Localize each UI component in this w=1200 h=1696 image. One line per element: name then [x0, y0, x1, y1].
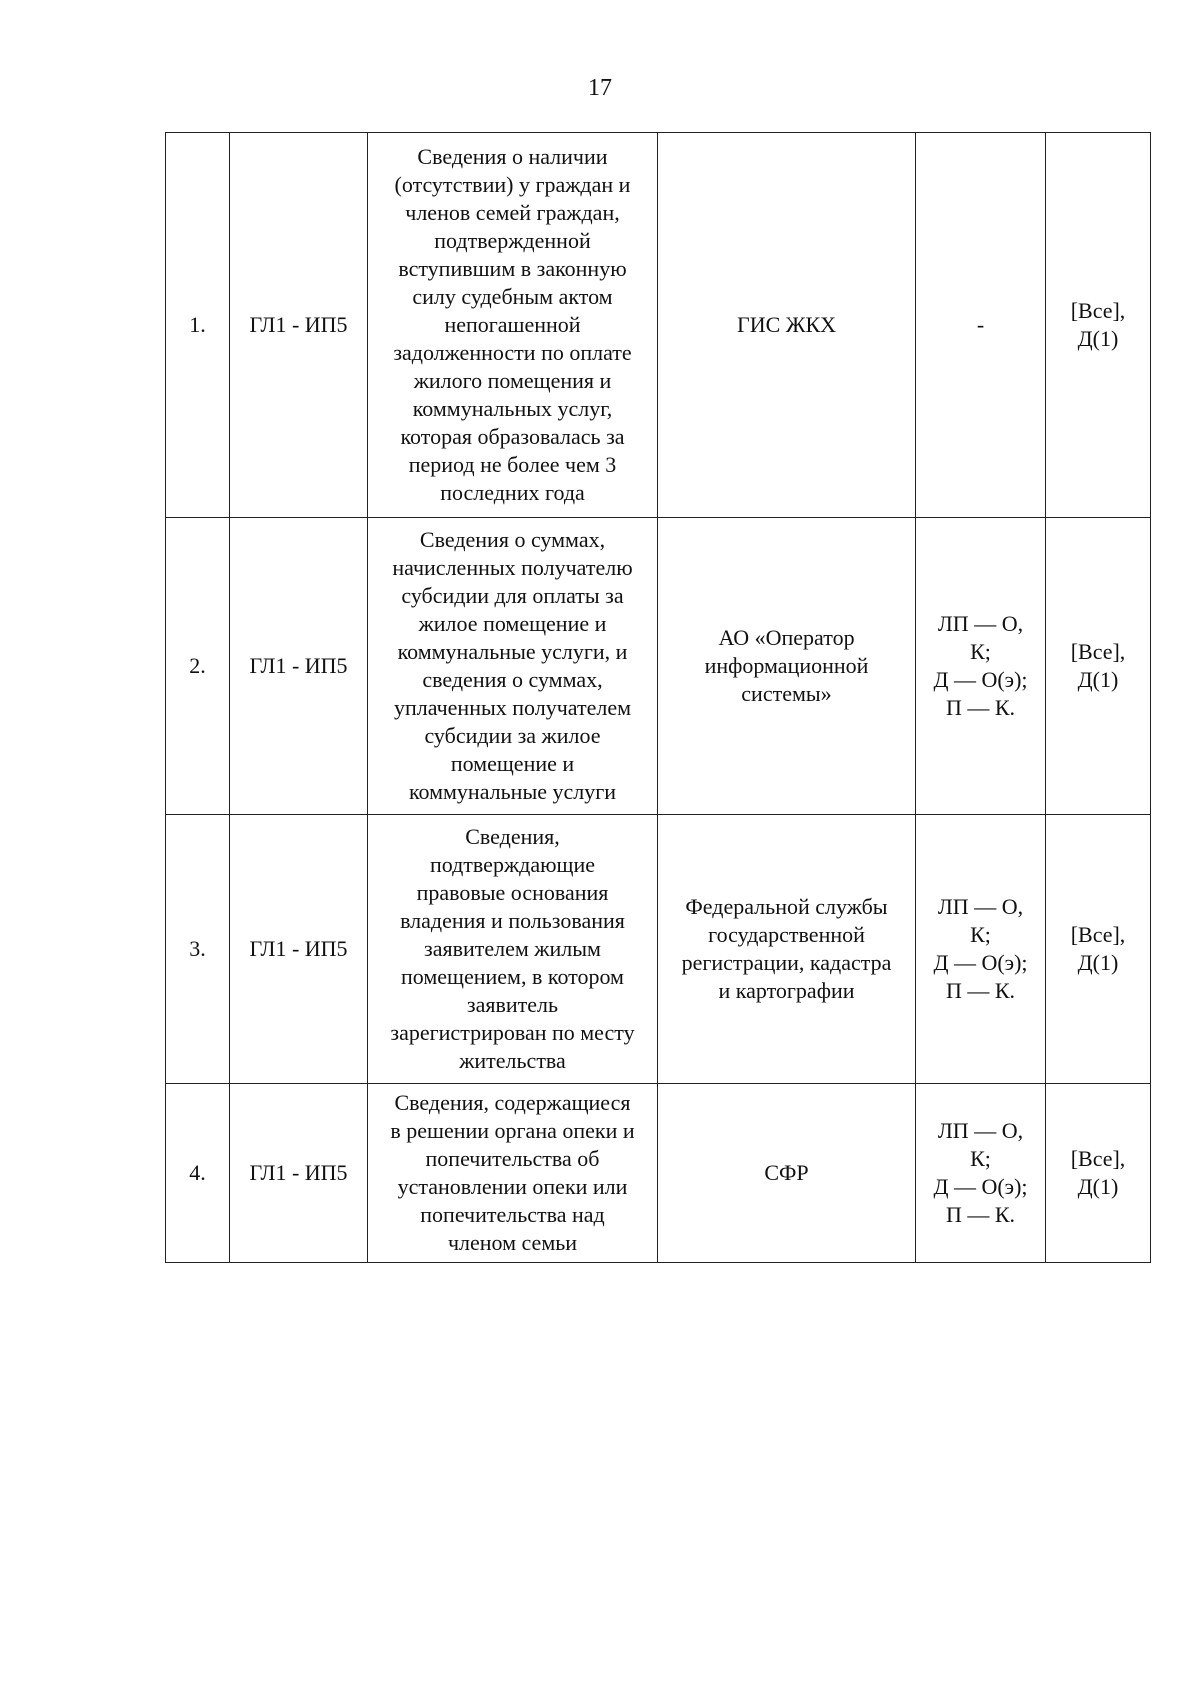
row-number: 2. — [166, 518, 230, 815]
row-mode: ЛП — О, К; Д — О(э); П — К. — [916, 1084, 1046, 1263]
row-number: 4. — [166, 1084, 230, 1263]
row-access: [Все], Д(1) — [1046, 1084, 1151, 1263]
table-row — [166, 518, 1151, 815]
table-row — [166, 133, 1151, 518]
row-code: ГЛ1 - ИП5 — [230, 815, 368, 1084]
row-source: Федеральной службы государственной регистрации, кадастра и картографии — [658, 815, 916, 1084]
row-access: [Все], Д(1) — [1046, 518, 1151, 815]
table-row — [166, 1084, 1151, 1263]
row-source: АО «Оператор информационной системы» — [658, 518, 916, 815]
table-row — [166, 815, 1151, 1084]
row-description: Сведения, содержащиеся в решении органа опеки и попечительства об установлении опеки или попечительства над членом семьи — [368, 1084, 658, 1263]
row-source: СФР — [658, 1084, 916, 1263]
page-number: 17 — [588, 75, 612, 101]
row-description: Сведения о суммах, начисленных получателю субсидии для оплаты за жилое помещение и коммунальные услуги, и сведения о суммах, уплаченных получателем субсидии за жилое помещение и коммунальные услуги — [368, 518, 658, 815]
row-access: [Все], Д(1) — [1046, 815, 1151, 1084]
row-mode: ЛП — О, К; Д — О(э); П — К. — [916, 518, 1046, 815]
row-number: 1. — [166, 133, 230, 518]
row-code: ГЛ1 - ИП5 — [230, 518, 368, 815]
data-table — [165, 132, 1151, 1263]
row-access: [Все], Д(1) — [1046, 133, 1151, 518]
row-code: ГЛ1 - ИП5 — [230, 133, 368, 518]
row-source: ГИС ЖКХ — [658, 133, 916, 518]
row-mode: ЛП — О, К; Д — О(э); П — К. — [916, 815, 1046, 1084]
row-mode: - — [916, 133, 1046, 518]
row-number: 3. — [166, 815, 230, 1084]
row-description: Сведения о наличии (отсутствии) у граждан и членов семей граждан, подтвержденной вступившим в законную силу судебным актом непогашенной задолженности по оплате жилого помещения и коммунальных услуг, которая образовалась за период не более чем 3 последних года — [368, 133, 658, 518]
row-description: Сведения, подтверждающие правовые основания владения и пользования заявителем жилым помещением, в котором заявитель зарегистрирован по месту жительства — [368, 815, 658, 1084]
row-code: ГЛ1 - ИП5 — [230, 1084, 368, 1263]
